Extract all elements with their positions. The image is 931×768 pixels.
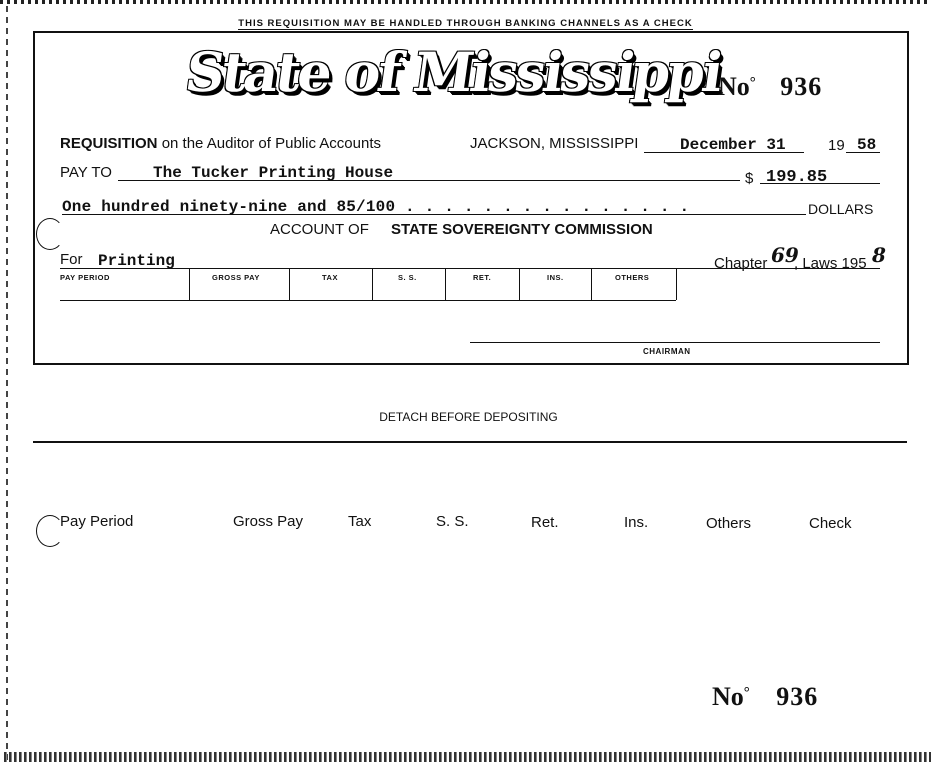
date-value: December 31 [680, 136, 786, 154]
stub-header-ret: Ret. [531, 514, 559, 531]
laws-label: , Laws 195 [794, 255, 867, 272]
number-value: 936 [780, 72, 823, 101]
requisition-line [60, 135, 381, 152]
chapter-value: 69 [771, 243, 799, 267]
for-label: For [60, 251, 83, 268]
grid-header-ss: S. S. [398, 273, 417, 282]
grid-divider [189, 269, 190, 300]
signature-line [470, 342, 880, 343]
stub-header-tax: Tax [348, 513, 372, 530]
chapter-label: Chapter [714, 255, 768, 272]
laws-year-value: 8 [872, 243, 886, 267]
requisition-word: REQUISITION [60, 135, 158, 152]
requisition-rest: on the Auditor of Public Accounts [161, 135, 381, 152]
account-value: STATE SOVEREIGNTY COMMISSION [391, 221, 653, 238]
grid-divider [372, 269, 373, 300]
dollars-label: DOLLARS [808, 201, 874, 217]
perforated-left-edge [6, 6, 8, 761]
amount-words: One hundred ninety-nine and 85/100 . . . . . . . . . . . . . . . [62, 198, 690, 216]
grid-header-tax: TAX [322, 273, 338, 282]
account-of-label: ACCOUNT OF [270, 221, 369, 238]
number-label: No [718, 72, 750, 101]
stub-header-check: Check [809, 515, 852, 532]
purpose-value: Printing [98, 252, 175, 270]
grid-divider [519, 269, 520, 300]
stub-header-ss: S. S. [436, 513, 469, 530]
perforated-top-edge [0, 0, 931, 4]
payee-value: The Tucker Printing House [153, 164, 394, 182]
punch-hole [36, 218, 64, 250]
state-title-logo: State of Mississippi [181, 40, 725, 104]
year-prefix: 19 [828, 137, 845, 154]
stub-header-gross-pay: Gross Pay [233, 513, 304, 530]
grid-divider [445, 269, 446, 300]
grid-bottom-line [60, 300, 676, 301]
amount-sign: $ [745, 170, 754, 187]
banking-notice: THIS REQUISITION MAY BE HANDLED THROUGH BANKING CHANNELS AS A CHECK [238, 18, 693, 29]
pay-to-label: PAY TO [60, 164, 112, 181]
stub-number-value: 936 [776, 682, 819, 711]
stub-header-pay-period: Pay Period [60, 513, 134, 530]
amount-value: 199.85 [766, 168, 828, 187]
grid-header-pay-period: PAY PERIOD [60, 273, 110, 282]
grid-divider [289, 269, 290, 300]
torn-bottom-edge [4, 752, 931, 762]
grid-header-ret: RET. [473, 273, 492, 282]
check-number [718, 72, 822, 102]
stub-number-label: No [712, 682, 744, 711]
number-label-o: ° [749, 75, 756, 91]
words-line [62, 214, 806, 215]
stub-number-label-o: ° [743, 685, 750, 701]
stub-check-number [712, 682, 818, 712]
chairman-label: CHAIRMAN [643, 347, 691, 356]
stub-header-others: Others [706, 515, 752, 532]
stub-header-ins: Ins. [624, 514, 649, 531]
grid-header-gross-pay: GROSS PAY [212, 273, 260, 282]
detach-rule [33, 441, 907, 443]
location: JACKSON, MISSISSIPPI [470, 135, 639, 152]
grid-divider [676, 269, 677, 300]
grid-header-others: OTHERS [615, 273, 650, 282]
grid-divider [591, 269, 592, 300]
detach-notice: DETACH BEFORE DEPOSITING [379, 410, 558, 424]
year-value: 58 [857, 136, 877, 154]
grid-header-ins: INS. [547, 273, 564, 282]
